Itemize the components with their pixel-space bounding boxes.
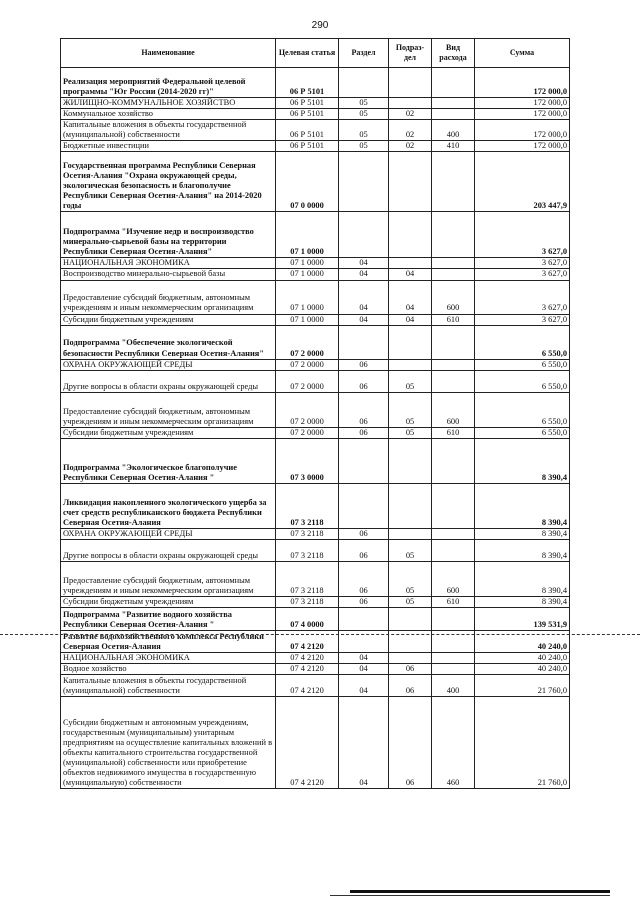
cell-subsection: 04 (389, 280, 432, 314)
cell-subsection: 05 (389, 561, 432, 596)
cell-section: 05 (339, 98, 389, 109)
cell-subsection: 06 (389, 664, 432, 675)
cell-name: Подпрограмма "Изучение недр и воспроизводство минерально-сырьевой базы на территории Республики Северная Осетия-Алания" (61, 212, 276, 258)
table-row (61, 528, 570, 539)
cell-section (339, 68, 389, 98)
table-row (61, 120, 570, 141)
cell-name: Предоставление субсидий бюджетным, автономным учреждениям и иным некоммерческим организациям (61, 280, 276, 314)
cell-section: 04 (339, 269, 389, 280)
table-row (61, 141, 570, 152)
cell-subsection: 04 (389, 314, 432, 325)
cell-section: 04 (339, 314, 389, 325)
header-name: Наименование (61, 39, 276, 68)
cell-subsection (389, 325, 432, 359)
table-row (61, 539, 570, 561)
cell-expense-type (432, 212, 475, 258)
cell-target-article: 07 3 0000 (276, 438, 339, 483)
cell-expense-type: 600 (432, 280, 475, 314)
cell-subsection: 02 (389, 141, 432, 152)
cell-sum: 172 000,0 (475, 141, 570, 152)
cell-expense-type (432, 359, 475, 370)
table-row (61, 258, 570, 269)
cell-sum: 40 240,0 (475, 630, 570, 652)
cell-target-article: 07 1 0000 (276, 280, 339, 314)
cell-target-article: 06 Р 5101 (276, 98, 339, 109)
cell-name: Субсидии бюджетным учреждениям (61, 427, 276, 438)
cell-section: 05 (339, 109, 389, 120)
cell-name: Государственная программа Республики Северная Осетия-Алания "Охрана окружающей среды, экологическая безопасность и благополучие Республики Северная Осетия-Алания" на 2014-2020 годы (61, 152, 276, 212)
table-row (61, 483, 570, 528)
cell-sum: 8 390,4 (475, 539, 570, 561)
cell-subsection (389, 438, 432, 483)
cell-sum: 3 627,0 (475, 212, 570, 258)
cell-sum: 6 550,0 (475, 325, 570, 359)
cell-expense-type: 460 (432, 697, 475, 789)
cell-sum: 172 000,0 (475, 68, 570, 98)
header-section: Раздел (339, 39, 389, 68)
cell-section: 04 (339, 697, 389, 789)
cell-target-article: 07 2 0000 (276, 392, 339, 427)
cell-expense-type (432, 539, 475, 561)
cell-expense-type (432, 664, 475, 675)
cell-subsection (389, 258, 432, 269)
cell-subsection: 05 (389, 539, 432, 561)
cell-section: 06 (339, 427, 389, 438)
cell-expense-type (432, 68, 475, 98)
cell-sum: 172 000,0 (475, 120, 570, 141)
cell-target-article: 07 1 0000 (276, 258, 339, 269)
cell-expense-type: 610 (432, 314, 475, 325)
table-body (61, 68, 570, 789)
cell-target-article: 07 4 2120 (276, 697, 339, 789)
cell-subsection (389, 483, 432, 528)
cell-subsection: 04 (389, 269, 432, 280)
cell-subsection (389, 68, 432, 98)
table-row (61, 325, 570, 359)
cell-section (339, 212, 389, 258)
table-row (61, 280, 570, 314)
cell-expense-type (432, 438, 475, 483)
cell-section (339, 152, 389, 212)
cell-sum: 6 550,0 (475, 370, 570, 392)
cell-target-article: 07 3 2118 (276, 483, 339, 528)
cell-target-article: 06 Р 5101 (276, 109, 339, 120)
page-number: 290 (311, 20, 329, 31)
cell-subsection (389, 98, 432, 109)
cell-subsection (389, 607, 432, 630)
cell-subsection (389, 152, 432, 212)
table-row (61, 212, 570, 258)
table-row (61, 359, 570, 370)
cell-name: Другие вопросы в области охраны окружающей среды (61, 370, 276, 392)
cell-section (339, 483, 389, 528)
cell-name: Предоставление субсидий бюджетным, автономным учреждениям и иным некоммерческим организациям (61, 561, 276, 596)
table-row (61, 438, 570, 483)
cell-name: Ликвидация накопленного экологического ущерба за счет средств республиканского бюджета Республики Северная Осетия-Алания (61, 483, 276, 528)
cell-name: Водное хозяйство (61, 664, 276, 675)
cell-target-article: 07 3 2118 (276, 561, 339, 596)
cell-target-article: 07 1 0000 (276, 212, 339, 258)
table-row (61, 664, 570, 675)
cell-name: Капитальные вложения в объекты государственной (муниципальной) собственности (61, 675, 276, 697)
cell-section: 04 (339, 675, 389, 697)
cell-section: 05 (339, 141, 389, 152)
cell-section: 06 (339, 392, 389, 427)
cell-sum: 40 240,0 (475, 664, 570, 675)
cell-expense-type (432, 269, 475, 280)
cell-name: Развитие водохозяйственного комплекса Республики Северная Осетия-Алания (61, 630, 276, 652)
cell-sum: 3 627,0 (475, 269, 570, 280)
cell-subsection (389, 528, 432, 539)
cell-sum: 203 447,9 (475, 152, 570, 212)
table-row (61, 269, 570, 280)
cell-expense-type: 400 (432, 120, 475, 141)
cell-target-article: 07 4 2120 (276, 652, 339, 663)
cell-sum: 172 000,0 (475, 109, 570, 120)
cell-sum: 21 760,0 (475, 697, 570, 789)
cell-target-article: 07 0 0000 (276, 152, 339, 212)
cell-expense-type: 600 (432, 392, 475, 427)
cell-section (339, 607, 389, 630)
table-row (61, 370, 570, 392)
cell-subsection: 06 (389, 675, 432, 697)
cell-sum: 3 627,0 (475, 314, 570, 325)
footer-rule (350, 890, 610, 893)
cell-name: Бюджетные инвестиции (61, 141, 276, 152)
cell-expense-type (432, 98, 475, 109)
cell-expense-type (432, 152, 475, 212)
cell-name: Субсидии бюджетным учреждениям (61, 314, 276, 325)
cell-expense-type (432, 325, 475, 359)
cell-sum: 8 390,4 (475, 528, 570, 539)
table-row (61, 596, 570, 607)
cell-section: 04 (339, 652, 389, 663)
cell-subsection: 05 (389, 427, 432, 438)
header-target-article: Целевая статья (276, 39, 339, 68)
cell-target-article: 07 3 2118 (276, 596, 339, 607)
cell-name: ЖИЛИЩНО-КОММУНАЛЬНОЕ ХОЗЯЙСТВО (61, 98, 276, 109)
cell-target-article: 06 Р 5101 (276, 68, 339, 98)
cell-target-article: 06 Р 5101 (276, 120, 339, 141)
cell-subsection (389, 212, 432, 258)
table-row (61, 697, 570, 789)
cell-expense-type: 400 (432, 675, 475, 697)
cell-subsection: 05 (389, 370, 432, 392)
cell-expense-type (432, 483, 475, 528)
cell-subsection: 05 (389, 596, 432, 607)
cell-sum: 8 390,4 (475, 596, 570, 607)
cell-sum: 6 550,0 (475, 359, 570, 370)
cell-target-article: 07 4 0000 (276, 607, 339, 630)
cell-subsection: 02 (389, 120, 432, 141)
cell-name: Субсидии бюджетным учреждениям (61, 596, 276, 607)
header-sum: Сумма (475, 39, 570, 68)
cell-target-article: 07 2 0000 (276, 427, 339, 438)
cell-section (339, 438, 389, 483)
cell-section: 04 (339, 258, 389, 269)
cell-name: ОХРАНА ОКРУЖАЮЩЕЙ СРЕДЫ (61, 528, 276, 539)
cell-sum: 8 390,4 (475, 483, 570, 528)
cell-expense-type (432, 109, 475, 120)
cell-target-article: 07 4 2120 (276, 664, 339, 675)
cell-section: 06 (339, 561, 389, 596)
cell-name: Предоставление субсидий бюджетным, автономным учреждениям и иным некоммерческим организациям (61, 392, 276, 427)
table-header-row (61, 39, 570, 68)
cell-expense-type (432, 607, 475, 630)
cell-expense-type: 410 (432, 141, 475, 152)
cell-expense-type: 600 (432, 561, 475, 596)
cell-sum: 3 627,0 (475, 258, 570, 269)
cell-sum: 40 240,0 (475, 652, 570, 663)
cell-subsection (389, 652, 432, 663)
cell-target-article: 07 3 2118 (276, 528, 339, 539)
cell-name: Подпрограмма "Экологическое благополучие Республики Северная Осетия-Алания " (61, 438, 276, 483)
cell-sum: 139 531,9 (475, 607, 570, 630)
cell-sum: 8 390,4 (475, 561, 570, 596)
table-row (61, 98, 570, 109)
cell-target-article: 07 2 0000 (276, 359, 339, 370)
cell-expense-type (432, 652, 475, 663)
cell-expense-type (432, 370, 475, 392)
cell-target-article: 07 1 0000 (276, 269, 339, 280)
cell-section: 06 (339, 370, 389, 392)
cell-section (339, 325, 389, 359)
cell-target-article: 07 2 0000 (276, 370, 339, 392)
cell-name: ОХРАНА ОКРУЖАЮЩЕЙ СРЕДЫ (61, 359, 276, 370)
table-row (61, 675, 570, 697)
page-cut-line (0, 634, 640, 635)
cell-section: 06 (339, 359, 389, 370)
cell-expense-type: 610 (432, 427, 475, 438)
table-row (61, 561, 570, 596)
footer-rule-thin (330, 895, 610, 896)
cell-section: 06 (339, 528, 389, 539)
cell-name: Субсидии бюджетным и автономным учреждениям, государственным (муниципальным) унитарным предприятиям на осуществление капитальных вложений в объекты капитального строительства государственной (муниципальной) собственности или приобретение объектов недвижимого имущества в государственную (муниципальную) собственности (61, 697, 276, 789)
cell-target-article: 07 1 0000 (276, 314, 339, 325)
cell-sum: 6 550,0 (475, 427, 570, 438)
cell-target-article: 07 3 2118 (276, 539, 339, 561)
cell-name: НАЦИОНАЛЬНАЯ ЭКОНОМИКА (61, 258, 276, 269)
cell-subsection: 02 (389, 109, 432, 120)
table-row (61, 392, 570, 427)
cell-sum: 172 000,0 (475, 98, 570, 109)
cell-subsection: 06 (389, 697, 432, 789)
cell-sum: 8 390,4 (475, 438, 570, 483)
cell-name: Капитальные вложения в объекты государственной (муниципальной) собственности (61, 120, 276, 141)
table-row (61, 68, 570, 98)
cell-target-article: 07 4 2120 (276, 675, 339, 697)
cell-expense-type (432, 258, 475, 269)
cell-sum: 3 627,0 (475, 280, 570, 314)
table-row (61, 607, 570, 630)
cell-name: НАЦИОНАЛЬНАЯ ЭКОНОМИКА (61, 652, 276, 663)
cell-expense-type (432, 528, 475, 539)
table-row (61, 109, 570, 120)
cell-name: Другие вопросы в области охраны окружающей среды (61, 539, 276, 561)
cell-section: 05 (339, 120, 389, 141)
cell-section: 04 (339, 280, 389, 314)
cell-name: Коммунальное хозяйство (61, 109, 276, 120)
cell-target-article: 07 2 0000 (276, 325, 339, 359)
cell-sum: 6 550,0 (475, 392, 570, 427)
cell-section: 06 (339, 539, 389, 561)
cell-subsection (389, 359, 432, 370)
cell-section: 06 (339, 596, 389, 607)
cell-target-article: 06 Р 5101 (276, 141, 339, 152)
cell-subsection: 05 (389, 392, 432, 427)
cell-name: Воспроизводство минерально-сырьевой базы (61, 269, 276, 280)
cell-expense-type: 610 (432, 596, 475, 607)
table-row (61, 652, 570, 663)
budget-table (60, 38, 570, 789)
table-row (61, 152, 570, 212)
cell-target-article: 07 4 2120 (276, 630, 339, 652)
header-expense-type: Вид расхода (432, 39, 475, 68)
cell-sum: 21 760,0 (475, 675, 570, 697)
table-row (61, 314, 570, 325)
header-subsection: Подраз-дел (389, 39, 432, 68)
cell-name: Реализация мероприятий Федеральной целевой программы "Юг России (2014-2020 гг)" (61, 68, 276, 98)
cell-name: Подпрограмма "Развитие водного хозяйства Республики Северная Осетия-Алания " (61, 607, 276, 630)
table-row (61, 427, 570, 438)
cell-section: 04 (339, 664, 389, 675)
cell-name: Подпрограмма "Обеспечение экологической безопасности Республики Северная Осетия-Алания" (61, 325, 276, 359)
